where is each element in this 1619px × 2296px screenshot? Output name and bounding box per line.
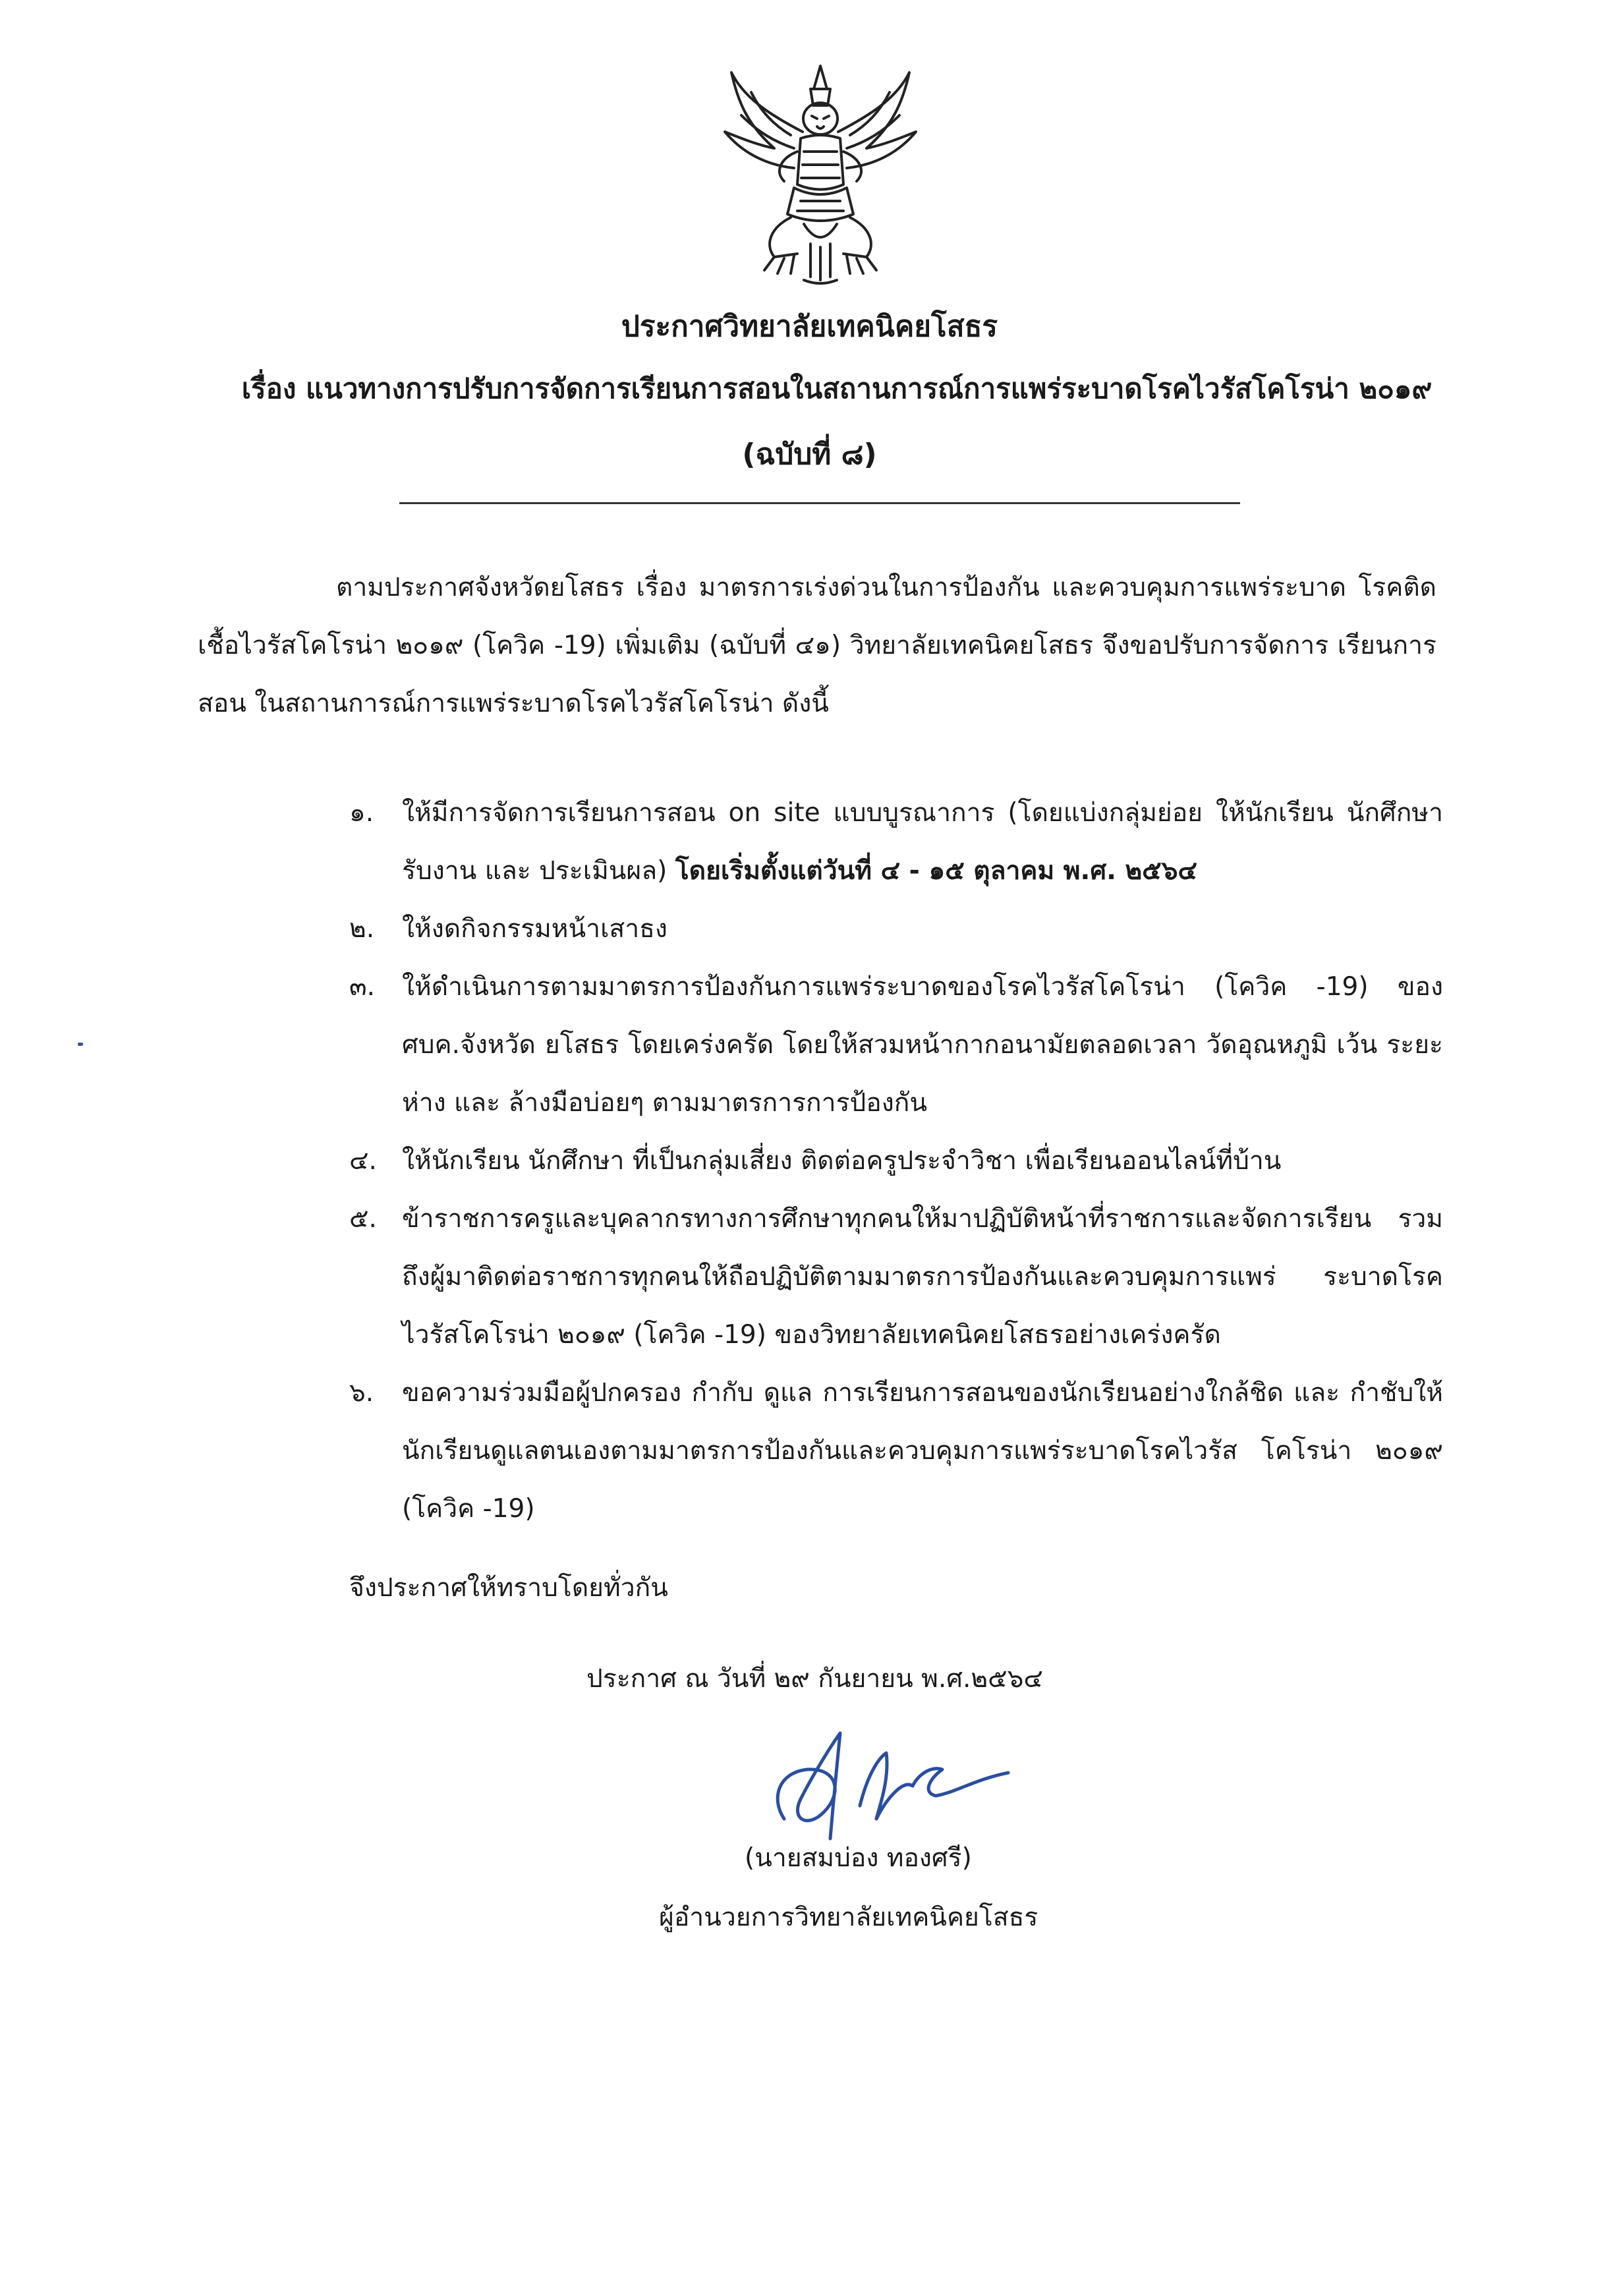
announcement-date: ประกาศ ณ วันที่ ๒๙ กันยายน พ.ศ.๒๕๖๔ — [586, 1664, 1043, 1694]
list-item-text: ให้มีการจัดการเรียนการสอน on site แบบบูรณาการ (โดยแบ่งกลุ่มย่อย ให้นักเรียน นักศึกษารับงาน และ ประเมินผล) — [402, 798, 1443, 886]
list-item-number: ๑. — [349, 798, 374, 828]
list-item-text: ข้าราชการครูและบุคลากรทางการศึกษาทุกคนให้มาปฏิบัติหน้าที่ราชการและจัดการเรียน รวมถึงผู้มาติดต่อราชการทุกคนให้ถือปฏิบัติตามมาตรการป้องกันและควบคุมการแพร่ ระบาดโรคไวรัสโคโรน่า ๒๐๑๙ (โควิค -19) ของวิทยาลัยเทคนิคยโสธรอย่างเคร่งครัด — [402, 1204, 1443, 1350]
scan-speck — [78, 1043, 83, 1046]
garuda-emblem — [712, 53, 929, 290]
list-item — [349, 784, 1443, 900]
announcement-title: ประกาศวิทยาลัยเทคนิคยโสธร — [621, 310, 998, 343]
closing-statement: จึงประกาศให้ทราบโดยทั่วกัน — [349, 1573, 668, 1603]
signer-position: ผู้อำนวยการวิทยาลัยเทคนิคยโสธร — [659, 1903, 1038, 1932]
announcement-issue: (ฉบับที่ ๘) — [742, 438, 877, 471]
list-item — [349, 1364, 1443, 1538]
list-item-text: ให้งดกิจกรรมหน้าเสาธง — [402, 914, 667, 944]
list-item-emphasis: โดยเริ่มตั้งแต่วันที่ ๔ - ๑๕ ตุลาคม พ.ศ. ๒๕๖๔ — [675, 856, 1197, 886]
list-item-number: ๓. — [349, 972, 376, 1002]
signer-name: (นายสมบ่อง ทองศรี) — [745, 1843, 972, 1873]
list-item — [349, 900, 1443, 958]
list-item-text: ขอความร่วมมือผู้ปกครอง กำกับ ดูแล การเรียนการสอนของนักเรียนอย่างใกล้ชิด และ กำชับให้นักเรียนดูแลตนเองตามมาตรการป้องกันและควบคุมการแพร่ระบาดโรคไวรัส โคโรน่า ๒๐๑๙ (โควิค -19) — [402, 1378, 1443, 1524]
announcement-subject: เรื่อง แนวทางการปรับการจัดการเรียนการสอนในสถานการณ์การแพร่ระบาดโรคไวรัสโคโรน่า ๒๐๑๙ — [241, 372, 1433, 405]
list-item-number: ๔. — [349, 1146, 377, 1176]
list-item-text: ให้ดำเนินการตามมาตรการป้องกันการแพร่ระบาดของโรคไวรัสโคโรน่า (โควิค -19) ของ ศบค.จังหวัด ยโสธร โดยเคร่งครัด โดยให้สวมหน้ากากอนามัยตลอดเวลา วัดอุณหภูมิ เว้น ระยะห่าง และ ล้างมือบ่อยๆ ตามมาตรการการป้องกัน — [402, 972, 1443, 1118]
title-divider — [399, 502, 1240, 504]
list-item — [349, 1132, 1443, 1190]
list-item — [349, 1190, 1443, 1364]
list-item-number: ๕. — [349, 1204, 377, 1234]
list-item-text: ให้นักเรียน นักศึกษา ที่เป็นกลุ่มเสี่ยง ติดต่อครูประจำวิชา เพื่อเรียนออนไลน์ที่บ้าน — [402, 1146, 1282, 1176]
list-item-number: ๖. — [349, 1378, 374, 1408]
measures-list — [349, 784, 1443, 1538]
list-item-number: ๒. — [349, 914, 375, 944]
intro-paragraph: ตามประกาศจังหวัดยโสธร เรื่อง มาตรการเร่งด่วนในการป้องกัน และควบคุมการแพร่ระบาด โรคติดเชื้อไวรัสโคโรน่า ๒๐๑๙ (โควิค -19) เพิ่มเติม (ฉบับที่ ๔๑) วิทยาลัยเทคนิคยโสธร จึงขอปรับการจัดการ เรียนการสอน ในสถานการณ์การแพร่ระบาดโรคไวรัสโคโรน่า ดังนี้ — [198, 573, 1436, 718]
list-item — [349, 958, 1443, 1132]
